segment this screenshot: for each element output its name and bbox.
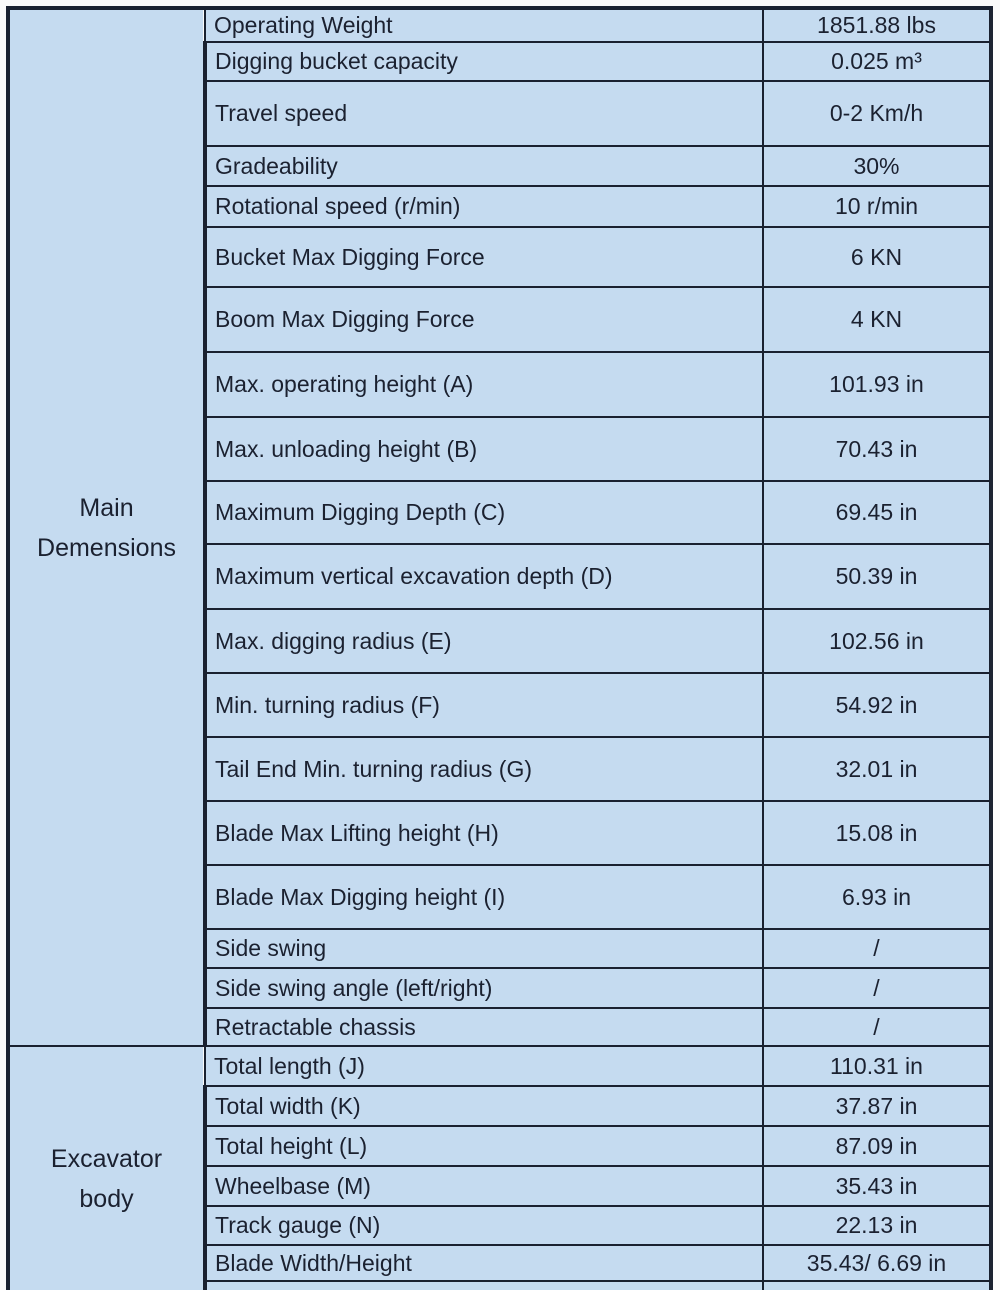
spec-value: / [763,1008,991,1046]
spec-value: / [763,929,991,968]
spec-label: Blade Width/Height [205,1245,763,1281]
spec-label: Max. operating height (A) [205,352,763,417]
spec-value: 37.87 in [763,1086,991,1126]
spec-value: 50.39 in [763,544,991,609]
spec-label: Max. unloading height (B) [205,417,763,481]
spec-label: Boom Max Digging Force [205,287,763,352]
spec-value: 69.45 in [763,481,991,544]
spec-label: Side swing angle (left/right) [205,968,763,1008]
spec-value: 101.93 in [763,352,991,417]
spec-label: Total length (J) [205,1046,763,1086]
table-row [8,8,991,42]
category-cell-excavator-body: Excavator body [8,1046,205,1290]
spec-label: Blade Max Digging height (I) [205,865,763,929]
spec-value: 87.09 in [763,1126,991,1166]
spec-label: Blade Max Lifting height (H) [205,801,763,865]
spec-value: 30% [763,146,991,186]
excavator-spec-table [6,6,993,1290]
spec-value: 6 KN [763,227,991,287]
spec-value: 54.92 in [763,673,991,737]
spec-value: 35.43 in [763,1166,991,1206]
spec-value: 22.13 in [763,1206,991,1245]
category-cell-main-dimensions: Main Demensions [8,8,205,1046]
spec-value: 4 KN [763,287,991,352]
spec-value: 32.01 in [763,737,991,801]
spec-label: Total width (K) [205,1086,763,1126]
spec-label: Max. digging radius (E) [205,609,763,673]
spec-value: 35.43/ 6.69 in [763,1245,991,1281]
spec-label: Total height (L) [205,1126,763,1166]
spec-label: Track gauge (N) [205,1206,763,1245]
spec-value: 10 r/min [763,186,991,227]
spec-label: Min. turning radius (F) [205,673,763,737]
spec-label: Travel speed [205,81,763,146]
spec-label: Tail End Min. turning radius (G) [205,737,763,801]
spec-value: 0-2 Km/h [763,81,991,146]
spec-value: 110.31 in [763,1046,991,1086]
table-row [8,1046,991,1086]
spec-label: Gradeability [205,146,763,186]
spec-value: 102.56 in [763,609,991,673]
spec-value: 70.43 in [763,417,991,481]
spec-value: 15.08 in [763,801,991,865]
spec-label [205,1281,763,1290]
spec-label: Bucket Max Digging Force [205,227,763,287]
spec-value [763,1281,991,1290]
spec-value: 1851.88 lbs [763,8,991,42]
spec-label: Retractable chassis [205,1008,763,1046]
spec-label: Digging bucket capacity [205,42,763,81]
spec-label: Side swing [205,929,763,968]
spec-value: / [763,968,991,1008]
spec-label: Rotational speed (r/min) [205,186,763,227]
spec-value: 0.025 m³ [763,42,991,81]
spec-label: Maximum Digging Depth (C) [205,481,763,544]
spec-label: Operating Weight [205,8,763,42]
spec-value: 6.93 in [763,865,991,929]
spec-label: Wheelbase (M) [205,1166,763,1206]
spec-label: Maximum vertical excavation depth (D) [205,544,763,609]
